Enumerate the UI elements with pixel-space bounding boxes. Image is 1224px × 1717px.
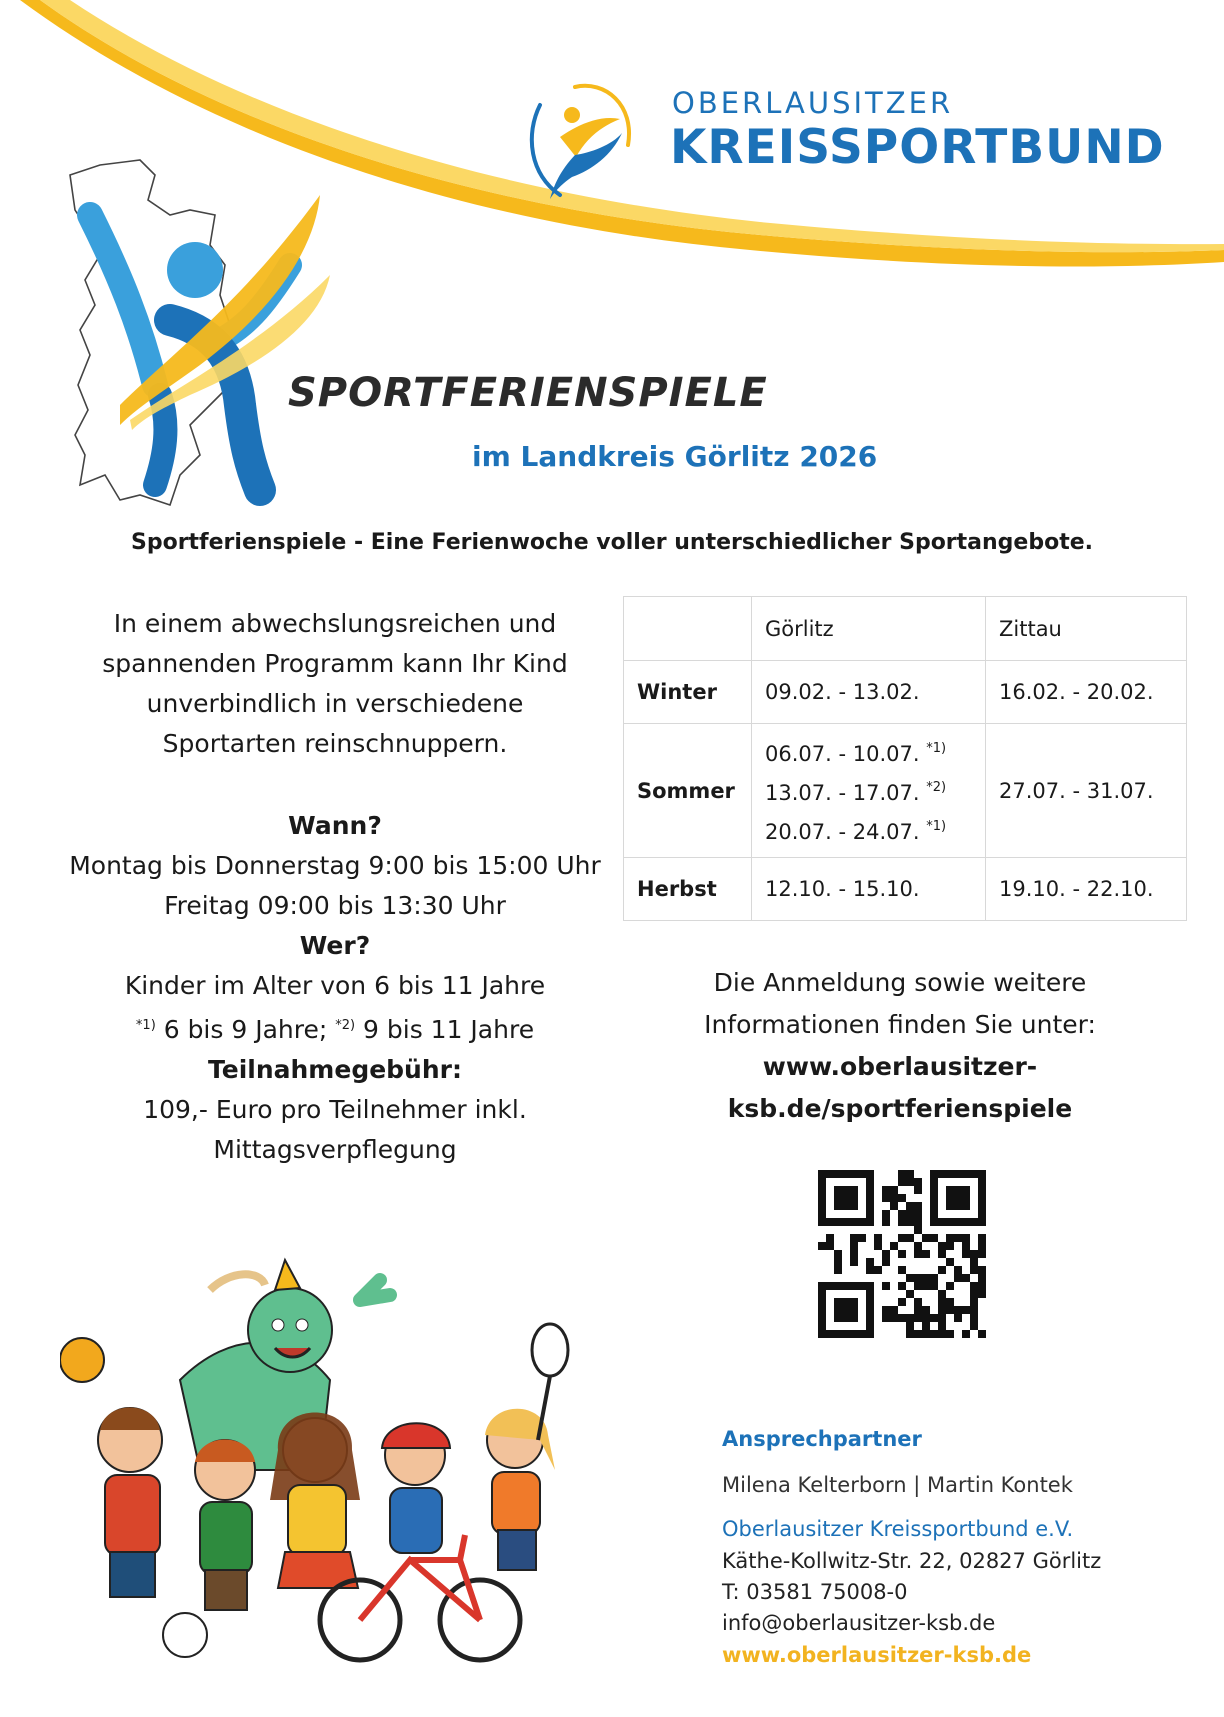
- season-label: Winter: [624, 661, 752, 724]
- age-notes: [40, 1006, 630, 1050]
- when-line: Freitag 09:00 bis 13:30 Uhr: [164, 891, 506, 920]
- footnote-mark: *1): [135, 1018, 156, 1033]
- when-heading: Wann?: [288, 811, 382, 840]
- table-header-row: [624, 597, 1187, 661]
- date-cell: [752, 724, 986, 858]
- child-yellow-shirt: [270, 1413, 360, 1589]
- brand-top-text: OBERLAUSITZER: [672, 86, 954, 120]
- table-header-cell: Görlitz: [752, 597, 986, 661]
- brand-main-text: KREISSPORTBUND: [670, 120, 1165, 175]
- season-label: Herbst: [624, 858, 752, 921]
- qr-code-icon[interactable]: [818, 1170, 986, 1338]
- fee-line: Mittagsverpflegung: [213, 1135, 457, 1164]
- intro-paragraph: [40, 604, 630, 764]
- date-entry: [765, 771, 972, 810]
- date-cell: 16.02. - 20.02.: [986, 661, 1187, 724]
- footnote-mark: *2): [926, 780, 947, 795]
- footnote-mark: *2): [335, 1018, 356, 1033]
- date-entry: [765, 810, 972, 849]
- info-section: [40, 806, 630, 1170]
- footnote-mark: *1): [926, 741, 947, 756]
- date-cell: 09.02. - 13.02.: [752, 661, 986, 724]
- contact-names: Milena Kelterborn | Martin Kontek: [722, 1473, 1073, 1497]
- registration-url[interactable]: www.oberlausitzer-: [762, 1052, 1038, 1081]
- season-label: Sommer: [624, 724, 752, 858]
- age-note-text: 6 bis 9 Jahre;: [155, 1015, 336, 1044]
- age-note-text: 9 bis 11 Jahre: [355, 1015, 535, 1044]
- registration-line: Informationen finden Sie unter:: [704, 1010, 1096, 1039]
- intro-line: Sportarten reinschnuppern.: [162, 729, 508, 758]
- table-row: [624, 858, 1187, 921]
- who-line: Kinder im Alter von 6 bis 11 Jahre: [124, 971, 546, 1000]
- date-text: 06.07. - 10.07.: [765, 742, 920, 766]
- who-heading: Wer?: [299, 931, 371, 960]
- contact-heading: Ansprechpartner: [722, 1427, 922, 1451]
- registration-url[interactable]: ksb.de/sportferienspiele: [727, 1094, 1073, 1123]
- table-header-cell: Zittau: [986, 597, 1187, 661]
- footnote-mark: *1): [926, 819, 947, 834]
- registration-info: [660, 962, 1140, 1130]
- contact-phone: T: 03581 75008-0: [722, 1580, 908, 1604]
- page-title: SPORTFERIENSPIELE: [288, 370, 768, 416]
- contact-address: Käthe-Kollwitz-Str. 22, 02827 Görlitz: [722, 1549, 1102, 1573]
- table-row: [624, 724, 1187, 858]
- date-cell: 19.10. - 22.10.: [986, 858, 1187, 921]
- registration-line: Die Anmeldung sowie weitere: [713, 968, 1087, 997]
- date-entry: [765, 732, 972, 771]
- contact-organization: Oberlausitzer Kreissportbund e.V.: [722, 1517, 1074, 1541]
- table-header-cell: [624, 597, 752, 661]
- tagline: Sportferienspiele - Eine Ferienwoche voller unterschiedlicher Sportangebote.: [130, 530, 1094, 555]
- child-soccer: [163, 1440, 255, 1658]
- date-cell: 27.07. - 31.07.: [986, 724, 1187, 858]
- date-text: 13.07. - 17.07.: [765, 781, 920, 805]
- when-line: Montag bis Donnerstag 9:00 bis 15:00 Uhr: [69, 851, 601, 880]
- intro-line: unverbindlich in verschiedene: [146, 689, 524, 718]
- child-badminton: [485, 1324, 568, 1570]
- page-subtitle: im Landkreis Görlitz 2026: [472, 440, 878, 473]
- fee-heading: Teilnahmegebühr:: [208, 1055, 462, 1084]
- hero-figure-illustration: [60, 155, 370, 515]
- intro-line: In einem abwechslungsreichen und: [113, 609, 557, 638]
- table-row: [624, 661, 1187, 724]
- contact-email[interactable]: info@oberlausitzer-ksb.de: [722, 1611, 996, 1635]
- child-handball: [60, 1338, 162, 1597]
- schedule-table: [623, 596, 1187, 921]
- contact-website[interactable]: www.oberlausitzer-ksb.de: [722, 1643, 1032, 1667]
- date-cell: 12.10. - 15.10.: [752, 858, 986, 921]
- fee-line: 109,- Euro pro Teilnehmer inkl.: [143, 1095, 527, 1124]
- ksb-logo-icon: [520, 75, 640, 205]
- kids-sports-illustration: [60, 1240, 620, 1690]
- date-text: 20.07. - 24.07.: [765, 820, 920, 844]
- intro-line: spannenden Programm kann Ihr Kind: [102, 649, 568, 678]
